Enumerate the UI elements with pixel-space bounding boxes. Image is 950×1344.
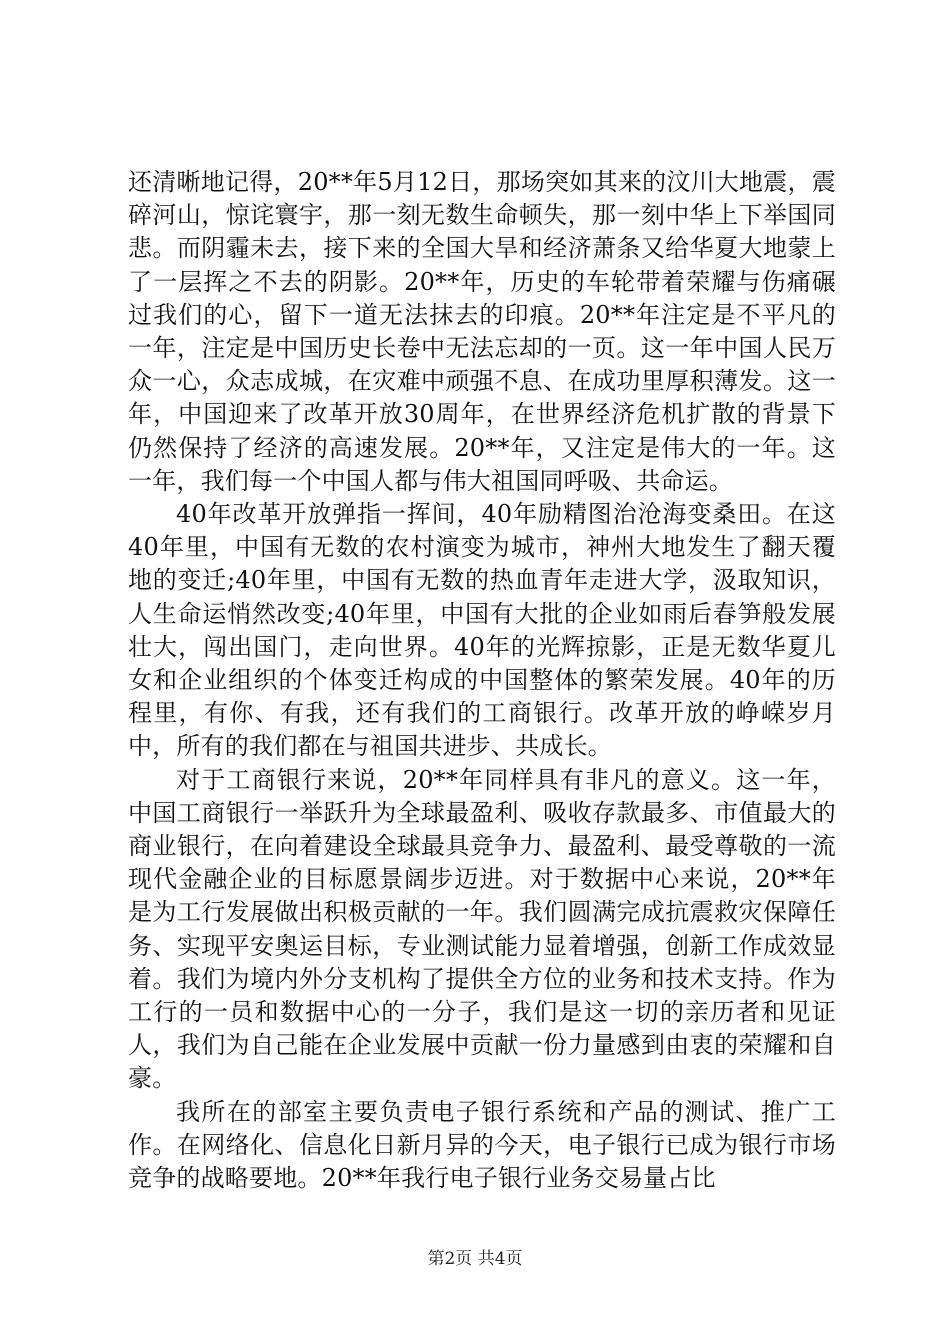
paragraph-4: 我所在的部室主要负责电子银行系统和产品的测试、推广工作。在网络化、信息化日新月异的今天，电子银行已成为银行市场竞争的战略要地。20**年我行电子银行业务交易量占比 (128, 1097, 836, 1193)
paragraph-2: 40年改革开放弹指一挥间，40年励精图治沧海变桑田。在这40年里，中国有无数的农村演变为城市，神州大地发生了翻天覆地的变迁;40年里，中国有无数的热血青年走进大学，汲取知识，人生命运悄然改变;40年里，中国有大批的企业如雨后春笋般发展壮大，闯出国门，走向世界。40年的光辉掠影，正是无数华夏儿女和企业组织的个体变迁构成的中国整体的繁荣发展。40年的历程里，有你、有我，还有我们的工商银行。改革开放的峥嵘岁月中，所有的我们都在与祖国共进步、共成长。 (128, 500, 836, 761)
page-number-footer: 第2页 共4页 (427, 1249, 523, 1269)
paragraph-1: 还清晰地记得，20**年5月12日，那场突如其来的汶川大地震，震碎河山，惊诧寰宇，那一刻无数生命顿失，那一刻中华上下举国同悲。而阴霾未去，接下来的全国大旱和经济萧条又给华夏大地蒙上了一层挥之不去的阴影。20**年，历史的车轮带着荣耀与伤痛碾过我们的心，留下一道无法抹去的印痕。20**年注定是不平凡的一年，注定是中国历史长卷中无法忘却的一页。这一年中国人民万众一心，众志成城，在灾难中顽强不息、在成功里厚积薄发。这一年，中国迎来了改革开放30周年，在世界经济危机扩散的背景下仍然保持了经济的高速发展。20**年，又注定是伟大的一年。这一年，我们每一个中国人都与伟大祖国同呼吸、共命运。 (128, 168, 836, 495)
paragraph-3: 对于工商银行来说，20**年同样具有非凡的意义。这一年，中国工商银行一举跃升为全球最盈利、吸收存款最多、市值最大的商业银行，在向着建设全球最具竞争力、最盈利、最受尊敬的一流现代金融企业的目标愿景阔步迈进。对于数据中心来说，20**年是为工行发展做出积极贡献的一年。我们圆满完成抗震救灾保障任务、实现平安奥运目标，专业测试能力显着增强，创新工作成效显着。我们为境内外分支机构了提供全方位的业务和技术支持。作为工行的一员和数据中心的一分子，我们是这一切的亲历者和见证人，我们为自己能在企业发展中贡献一份力量感到由衷的荣耀和自豪。 (128, 765, 836, 1093)
document-body (128, 166, 836, 1195)
